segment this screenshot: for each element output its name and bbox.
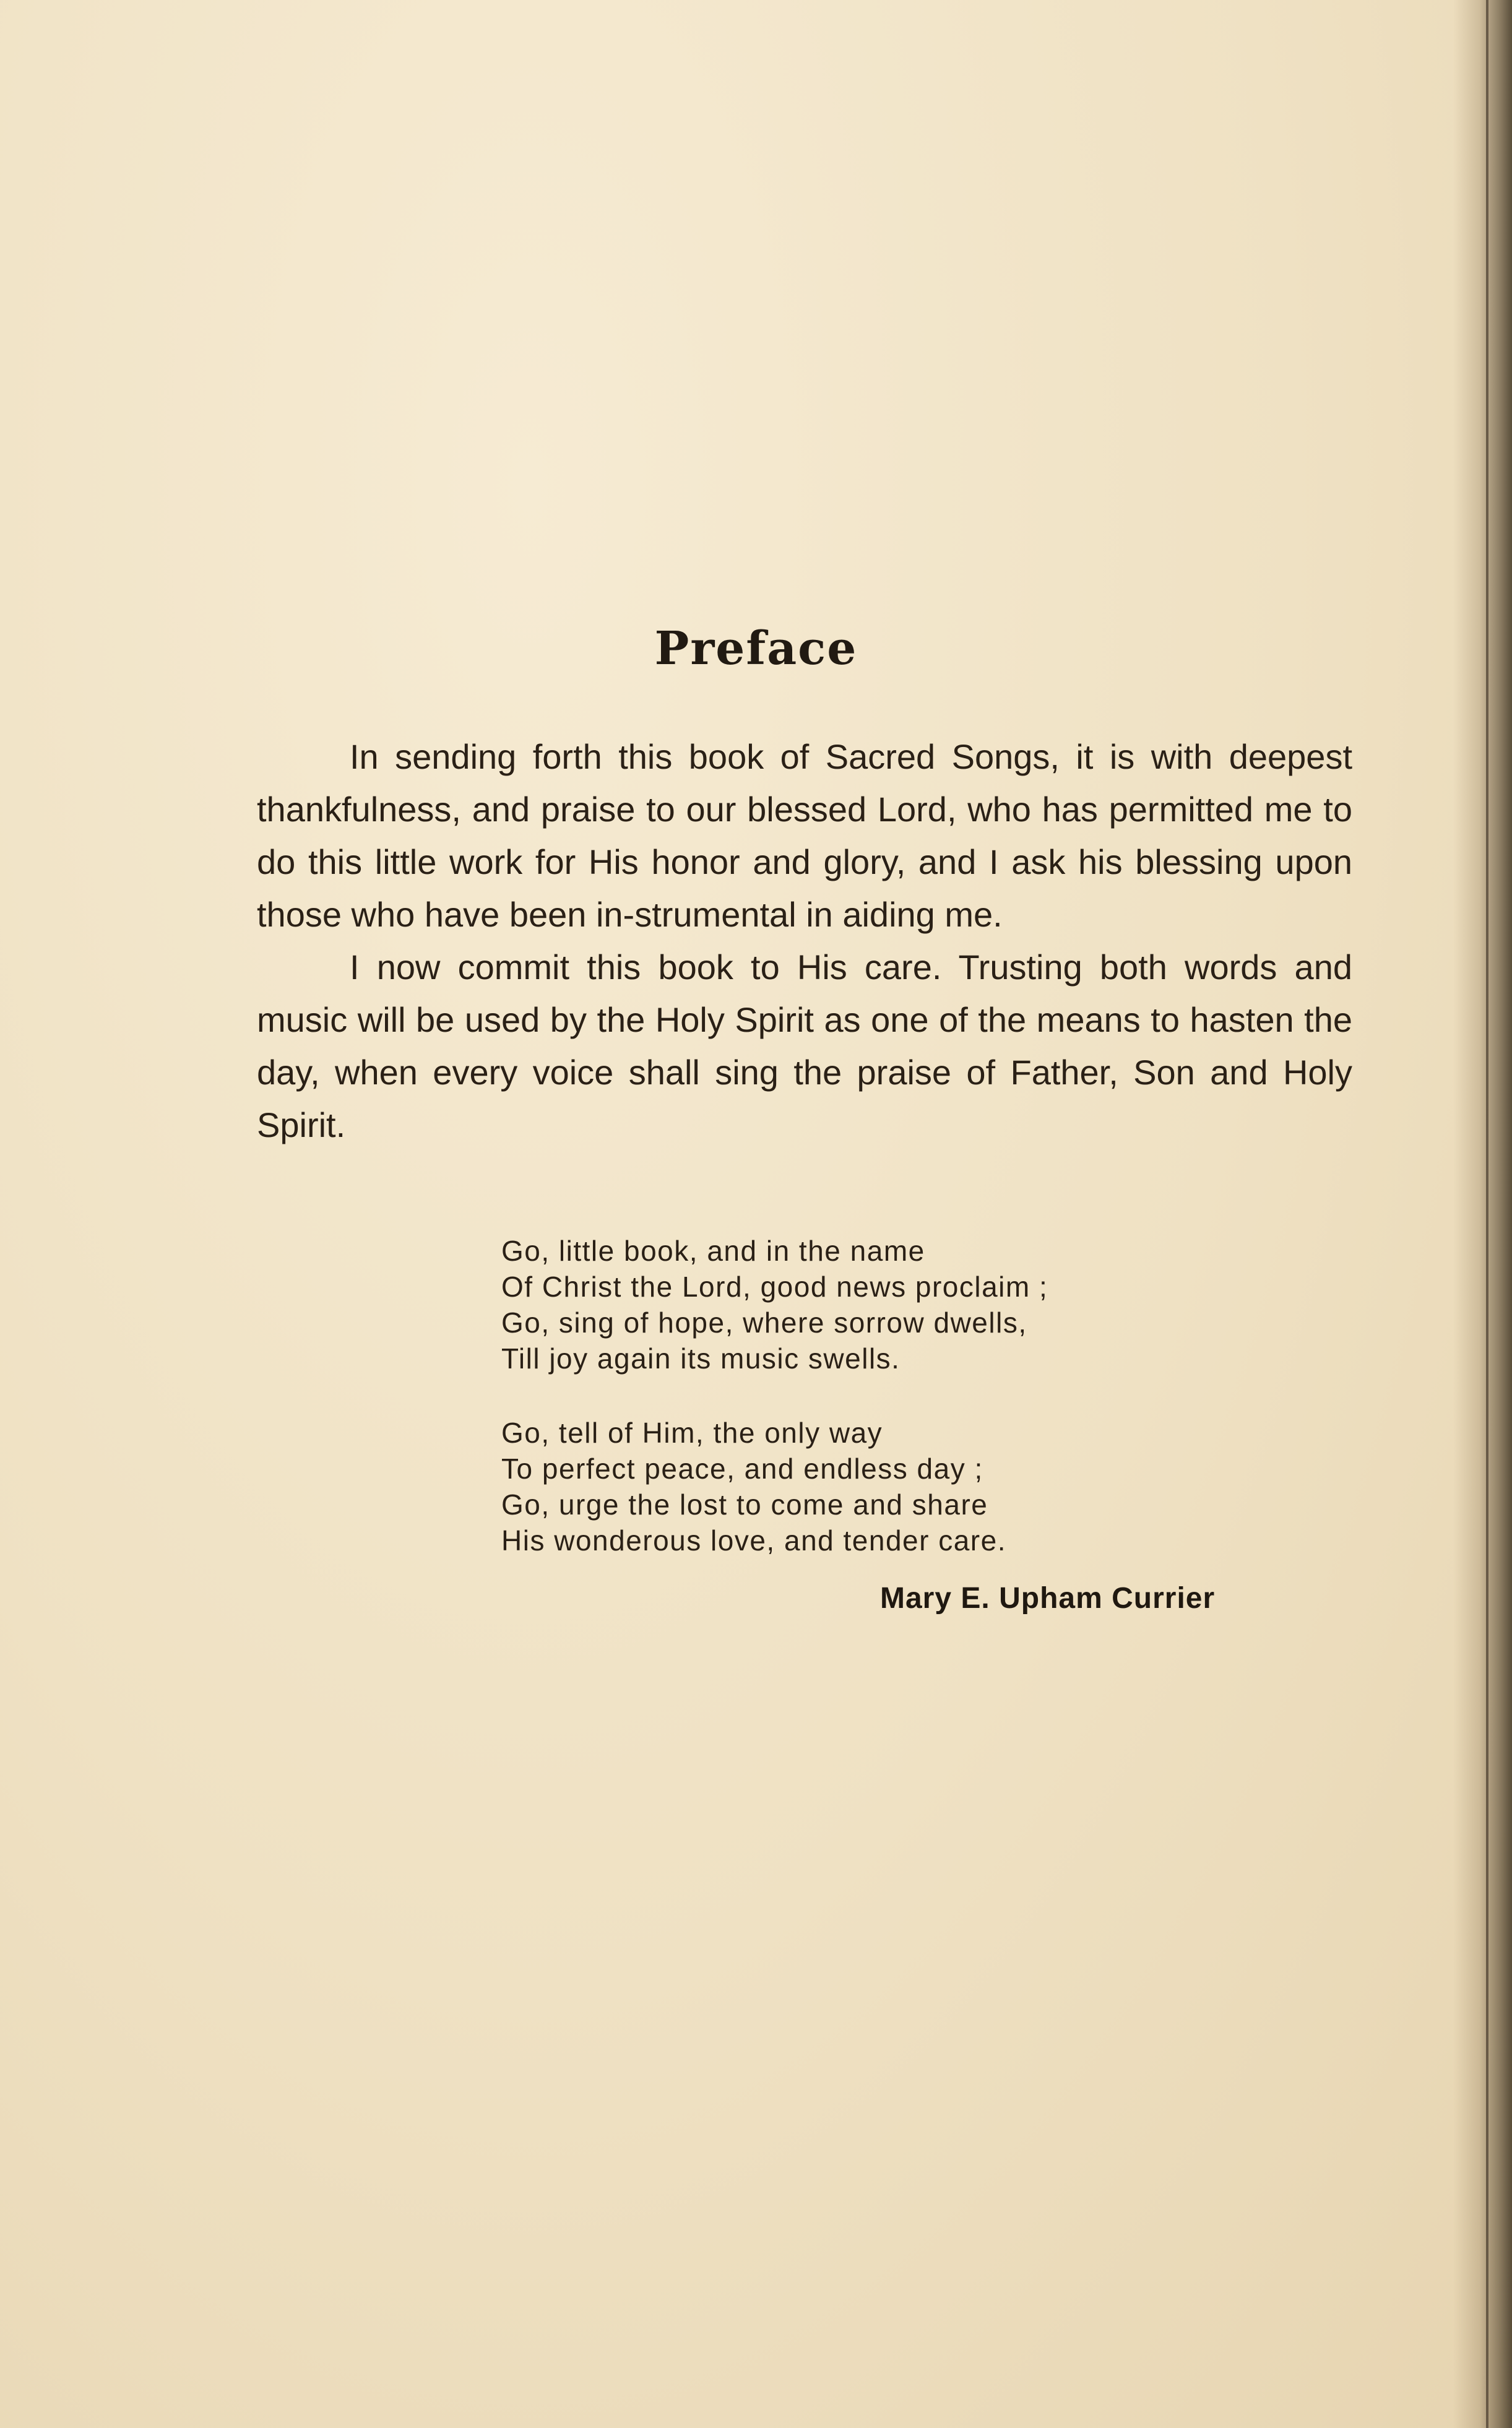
poem-line: Go, little book, and in the name — [501, 1235, 925, 1267]
author-signature: Mary E. Upham Currier — [880, 1582, 1216, 1615]
page-spine-shadow — [1453, 0, 1512, 2428]
poem-line: Go, urge the lost to come and share — [501, 1488, 988, 1521]
preface-body — [257, 730, 1352, 1151]
poem-line: To perfect peace, and endless day ; — [501, 1453, 983, 1485]
poem-line: Of Christ the Lord, good news proclaim ; — [501, 1271, 1048, 1303]
preface-paragraph-1: In sending forth this book of Sacred Songs, it is with deepest thankfulness, and praise to our blessed Lord, who has permitted me to do this little work for His honor and glory, and I ask his blessing upon those who have been in-strumental in aiding me. — [257, 737, 1352, 934]
poem-stanza-1 — [501, 1233, 1048, 1376]
poem-line: Go, sing of hope, where sorrow dwells, — [501, 1307, 1027, 1339]
poem-line: Till joy again its music swells. — [501, 1342, 901, 1375]
page-title: Preface — [654, 622, 858, 675]
preface-paragraph-2: I now commit this book to His care. Trusting both words and music will be used by the Holy Spirit as one of the means to hasten the day, when every voice shall sing the praise of Father, Son and Holy Spirit. — [257, 948, 1352, 1144]
page-edge-line — [1486, 0, 1488, 2428]
poem — [501, 1233, 1048, 1597]
poem-line: His wonderous love, and tender care. — [501, 1524, 1006, 1557]
poem-stanza-2 — [501, 1415, 1048, 1558]
poem-line: Go, tell of Him, the only way — [501, 1417, 883, 1449]
